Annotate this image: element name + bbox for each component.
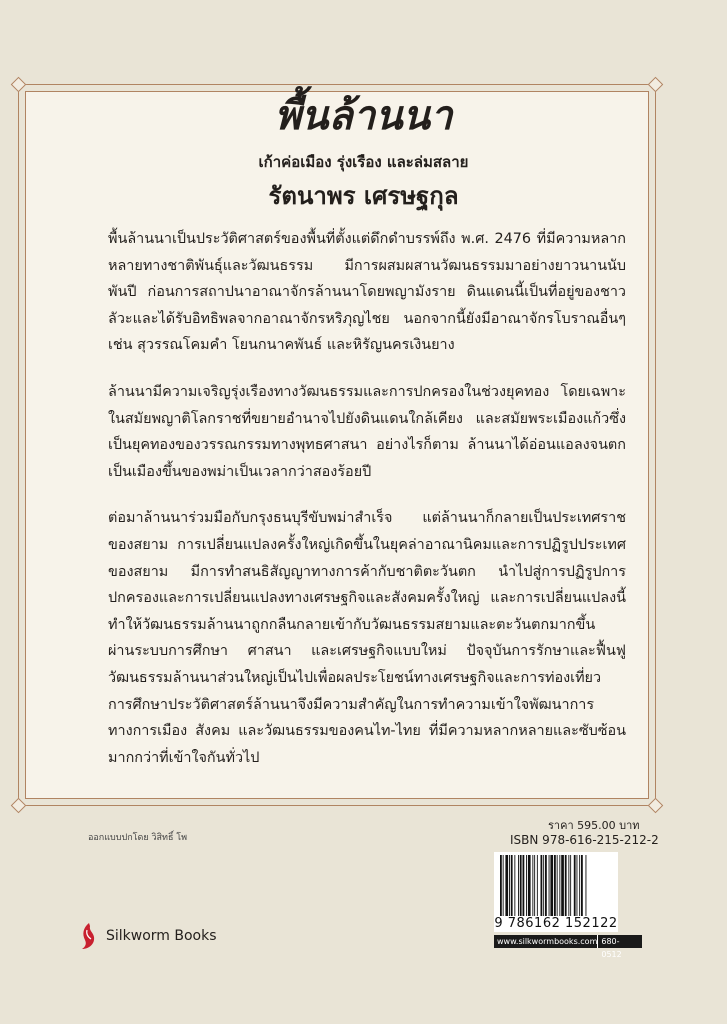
publisher-url-bar: [494, 935, 642, 959]
barcode: [494, 852, 618, 932]
isbn-label: ISBN 978-616-215-212-2: [510, 833, 659, 847]
barcode-digits: 9 786162 152122: [494, 916, 618, 931]
author-name: รัตนาพร เศรษฐกุล: [268, 182, 459, 210]
publisher-name: Silkworm Books: [106, 928, 217, 944]
price-label: ราคา 595.00 บาท: [548, 819, 640, 832]
blurb-paragraph-2: ล้านนามีความเจริญรุ่งเรืองทางวัฒนธรรมและการปกครองในช่วงยุคทอง โดยเฉพาะในสมัยพญาติโลกราชที่ขยายอำนาจไปยังดินแดนใกล้เคียง และสมัยพระเมืองแก้วซึ่งเป็นยุคทองของวรรณกรรมทางพุทธศาสนา อย่างไรก็ตาม ล้านนาได้อ่อนแอลงจนตกเป็นเมืองขึ้นของพม่าเป็นเวลากว่าสองร้อยปี: [108, 383, 626, 480]
blurb-paragraph-3: ต่อมาล้านนาร่วมมือกับกรุงธนบุรีขับพม่าสำเร็จ แต่ล้านนาก็กลายเป็นประเทศราชของสยาม การเปลี่ยนแปลงครั้งใหญ่เกิดขึ้นในยุคล่าอาณานิคมและการปฏิรูปประเทศของสยาม มีการทำสนธิสัญญาทางการค้ากับชาติตะวันตก นำไปสู่การปฏิรูปการปกครองและการเปลี่ยนแปลงทางเศรษฐกิจและสังคมครั้งใหญ่ และการเปลี่ยนแปลงนี้ทำให้วัฒนธรรมล้านนาถูกกลืนกลายเข้ากับวัฒนธรรมสยามและตะวันตกมากขึ้น ผ่านระบบการศึกษา ศาสนา และเศรษฐกิจแบบใหม่ ปัจจุบันการรักษาและฟื้นฟูวัฒนธรรมล้านนาส่วนใหญ่เป็นไปเพื่อผลประโยชน์ทางเศรษฐกิจและการท่องเที่ยว การศึกษาประวัติศาสตร์ล้านนาจึงมีความสำคัญในการทำความเข้าใจพัฒนาการทางการเมือง สังคม และวัฒนธรรมของคนไท-ไทย ที่มีความหลากหลายและซับซ้อนมากกว่าที่เข้าใจกันทั่วไป: [108, 510, 626, 766]
book-title: พื้นล้านนา: [274, 92, 453, 139]
product-code: 680-0512: [597, 935, 642, 948]
blurb-text: [108, 226, 626, 791]
blurb-paragraph-1: พื้นล้านนาเป็นประวัติศาสตร์ของพื้นที่ตั้งแต่ดึกดำบรรพ์ถึง พ.ศ. 2476 ที่มีความหลากหลายทางชาติพันธุ์และวัฒนธรรม มีการผสมผสานวัฒนธรรมมาอย่างยาวนานนับพันปี ก่อนการสถาปนาอาณาจักรล้านนาโดยพญามังราย ดินแดนนี้เป็นที่อยู่ของชาวลัวะและได้รับอิทธิพลจากอาณาจักรหริภุญไชย นอกจากนี้ยังมีอาณาจักรโบราณอื่นๆ เช่น สุวรรณโคมคำ โยนกนาคพันธ์ และหิรัญนครเงินยาง: [108, 231, 626, 354]
publisher-url: www.silkwormbooks.com: [497, 937, 598, 946]
publisher-logo: [80, 922, 217, 950]
silkworm-books-logo-icon: [80, 922, 98, 950]
book-subtitle: เก้าค่อเมือง รุ่งเรือง และล่มสลาย: [258, 153, 469, 171]
cover-designer-credit: ออกแบบปกโดย วิสิทธิ์ โพ: [88, 833, 188, 843]
